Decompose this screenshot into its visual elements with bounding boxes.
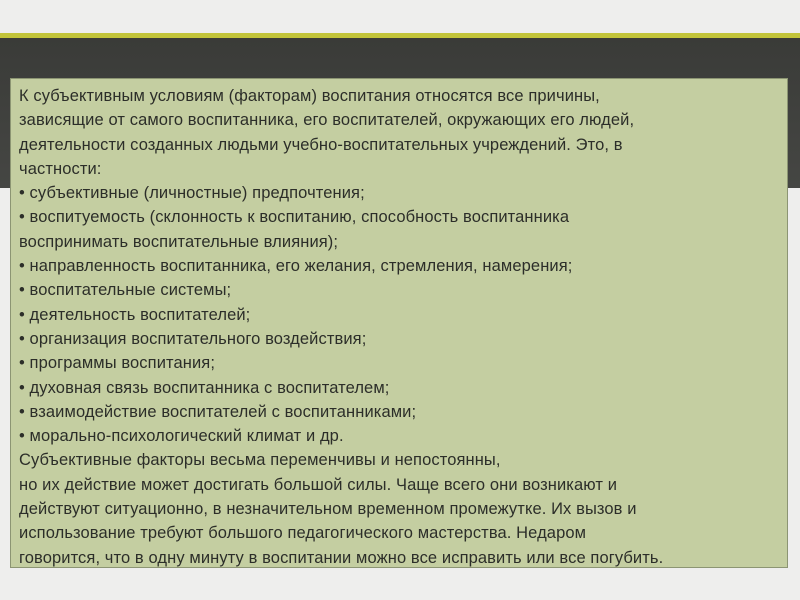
text-line-intro: частности:	[19, 159, 102, 178]
bullet-item: • программы воспитания;	[19, 354, 216, 373]
bullet-item: • взаимодействие воспитателей с воспитанниками;	[19, 402, 417, 421]
bullet-item: • морально-психологический климат и др.	[19, 427, 344, 446]
bullet-item: • организация воспитательного воздействия;	[19, 329, 367, 348]
bullet-item: • духовная связь воспитанника с воспитателем;	[19, 378, 390, 397]
text-line-conclusion: говорится, что в одну минуту в воспитании можно все исправить или все погубить.	[19, 548, 664, 567]
text-line-conclusion: но их действие может достигать большой силы. Чаще всего они возникают и	[19, 475, 618, 494]
bullet-item: • направленность воспитанника, его желания, стремления, намерения;	[19, 257, 573, 276]
bullet-item: • воспитательные системы;	[19, 281, 232, 300]
text-line-conclusion: использование требуют большого педагогического мастерства. Недаром	[19, 524, 587, 543]
text-line-intro: зависящие от самого воспитанника, его воспитателей, окружающих его людей,	[19, 111, 635, 130]
bullet-item: • деятельность воспитателей;	[19, 305, 251, 324]
bullet-item-continuation: воспринимать воспитательные влияния);	[19, 232, 339, 251]
slide-text-box	[10, 78, 788, 568]
text-line-conclusion: действуют ситуационно, в незначительном временном промежутке. Их вызов и	[19, 500, 637, 519]
text-line-intro: К субъективным условиям (факторам) воспитания относятся все причины,	[19, 87, 600, 105]
bullet-item: • субъективные (личностные) предпочтения;	[19, 184, 365, 203]
text-lines	[19, 84, 778, 570]
bullet-item: • воспитуемость (склонность к воспитанию, способность воспитанника	[19, 208, 570, 227]
text-line-intro: деятельности созданных людьми учебно-воспитательных учреждений. Это, в	[19, 135, 623, 154]
text-line-conclusion: Субъективные факторы весьма переменчивы и непостоянны,	[19, 451, 501, 470]
